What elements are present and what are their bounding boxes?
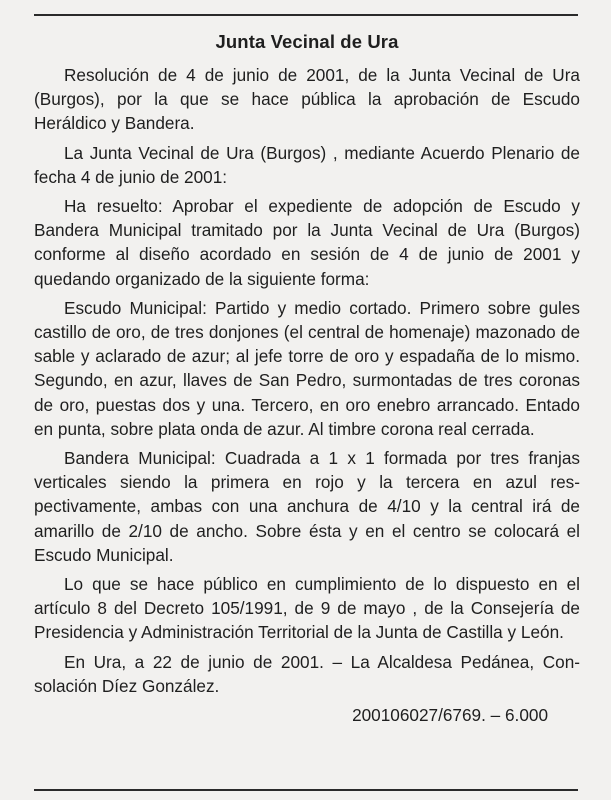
paragraph-resolution: Resolución de 4 de junio de 2001, de la Junta Vecinal de Ura (Burgos), por la que se hace pública la aprobación de Escudo Heráldico y Bandera. <box>34 65 580 134</box>
paragraph-flag: Bandera Municipal: Cuadrada a 1 x 1 formada por tres franjas verticales siendo la primera en rojo y la tercera en azul respectivamente, ambas con una anchura de 4/10 y la central irá de amarillo de 2/10 de ancho. Sobre ésta y en el centro se colocará el Escudo Municipal. <box>34 448 580 565</box>
paragraph-resolved: Ha resuelto: Aprobar el expediente de adopción de Escudo y Bandera Municipal tramitado por la Junta Vecinal de Ura (Burgos) conforme al diseño acordado en sesión de 4 de junio de 2001 y quedando organizado de la siguiente forma: <box>34 196 580 289</box>
paragraph-agreement: La Junta Vecinal de Ura (Burgos) , mediante Acuerdo Plenario de fecha 4 de junio de 2001: <box>34 142 580 187</box>
paragraph-publication: Lo que se hace público en cumplimiento de lo dispuesto en el artículo 8 del Decreto 105/1991, de 9 de mayo , de la Consejería de Presidencia y Administración Territorial de la Junta de Castilla y León. <box>34 574 580 643</box>
top-rule <box>34 14 578 16</box>
document-title: Junta Vecinal de Ura <box>215 31 399 52</box>
bottom-rule <box>34 789 578 791</box>
document-body <box>34 30 580 732</box>
reference-number: 200106027/6769. – 6.000 <box>352 705 548 726</box>
paragraph-coat-of-arms: Escudo Municipal: Partido y medio cortado. Primero sobre gules castillo de oro, de tres donjones (el central de homenaje) mazonado de sable y aclarado de azur; al jefe torre de oro y espadaña de lo mismo. Segundo, en azur, llaves de San Pedro, surmontadas de tres coronas de oro, puestas dos y una. Tercero, en oro enebro arrancado. Entado en punta, sobre plata onda de azur. Al timbre corona real cerrada. <box>34 297 580 439</box>
paragraph-signature: En Ura, a 22 de junio de 2001. – La Alcaldesa Pedánea, Consolación Díez González. <box>34 651 580 696</box>
